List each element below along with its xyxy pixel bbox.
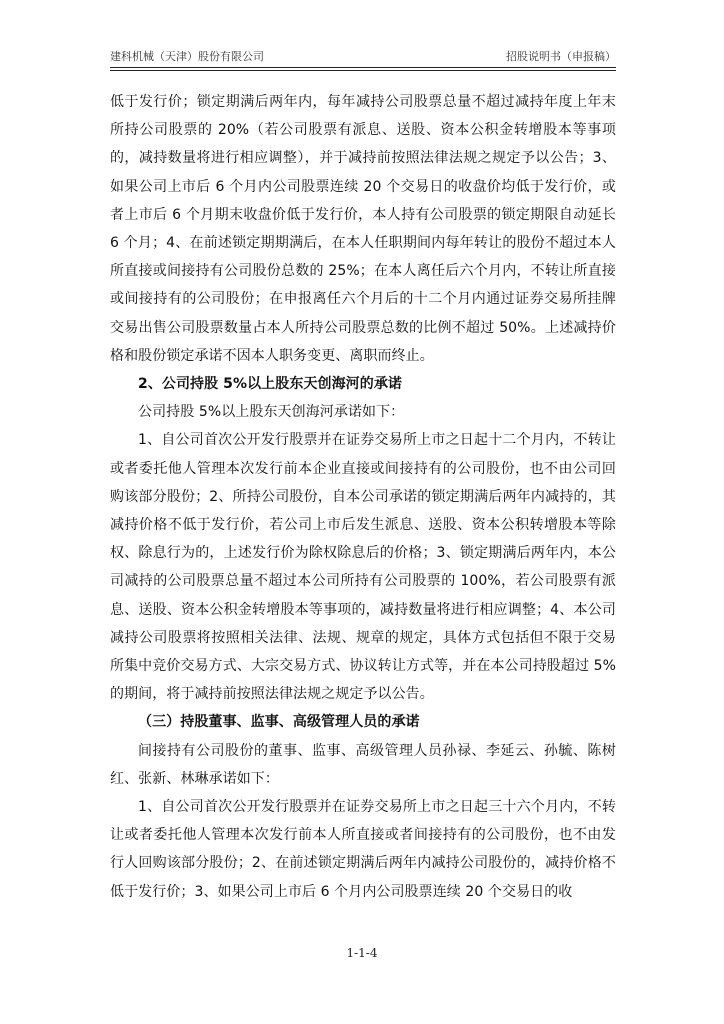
paragraph-continuation: 低于发行价；锁定期满后两年内，每年减持公司股票总量不超过减持年度上年末所持公司股票的 20%（若公司股票有派息、送股、资本公积金转增股本等事项的，减持数量将进行相应调整），并于减持前按照法律法规之规定予以公告；3、如果公司上市后 6 个月内公司股票连续 20 个交易日的收盘价均低于发行价，或者上市后 6 个月期末收盘价低于发行价，本人持有公司股票的锁定期限自动延长 6 个月；4、在前述锁定期期满后，在本人任职期间内每年转让的股份不超过本人所直接或间接持有公司股份总数的 25%；在本人离任后六个月内，不转让所直接或间接持有的公司股份；在申报离任六个月后的十二个月内通过证券交易所挂牌交易出售公司股票数量占本人所持公司股票总数的比例不超过 50%。上述减持价格和股份锁定承诺不因本人职务变更、离职而终止。 [110,94,616,364]
paragraph-intro: 间接持有公司股份的董事、监事、高级管理人员孙禄、李延云、孙毓、陈树红、张新、林琳承诺如下： [110,742,616,787]
header-company-name: 建科机械（天津）股份有限公司 [110,50,264,63]
paragraph-intro: 公司持股 5%以上股东天创海河承诺如下： [138,404,405,421]
paragraph-commitment: 1、自公司首次公开发行股票并在证券交易所上市之日起三十六个月内，不转让或者委托他人管理本次发行前本人所直接或者间接持有的公司股份，也不由发行人回购该部分股份；2、在前述锁定期满后两年内减持公司股份的，减持价格不低于发行价；3、如果公司上市后 6 个月内公司股票连续 20 个交易日的收 [110,799,616,900]
section-heading: 2、公司持股 5%以上股东天创海河的承诺 [138,376,402,393]
page-number: 1-1-4 [346,946,378,960]
document-body [110,88,616,906]
header-rule-thin [110,70,616,71]
page-header [110,50,616,64]
section-heading: （三）持股董事、监事、高级管理人员的承诺 [138,714,420,731]
header-document-title: 招股说明书（申报稿） [506,50,616,63]
paragraph-commitment: 1、自公司首次公开发行股票并在证券交易所上市之日起十二个月内，不转让或者委托他人管理本次发行前本企业直接或间接持有的公司股份，也不由公司回购该部分股份；2、所持公司股份，自本公司承诺的锁定期满后两年内减持的，其减持价格不低于发行价，若公司上市后发生派息、送股、资本公积转增股本等除权、除息行为的，上述发行价为除权除息后的价格；3、锁定期满后两年内，本公司减持的公司股票总量不超过本公司所持有公司股票的 100%，若公司股票有派息、送股、资本公积金转增股本等事项的，减持数量将进行相应调整；4、本公司减持公司股票将按照相关法律、法规、规章的规定，具体方式包括但不限于交易所集中竞价交易方式、大宗交易方式、协议转让方式等，并在本公司持股超过 5%的期间，将于减持前按照法律法规之规定予以公告。 [110,432,616,703]
header-rule-thick [110,67,616,68]
